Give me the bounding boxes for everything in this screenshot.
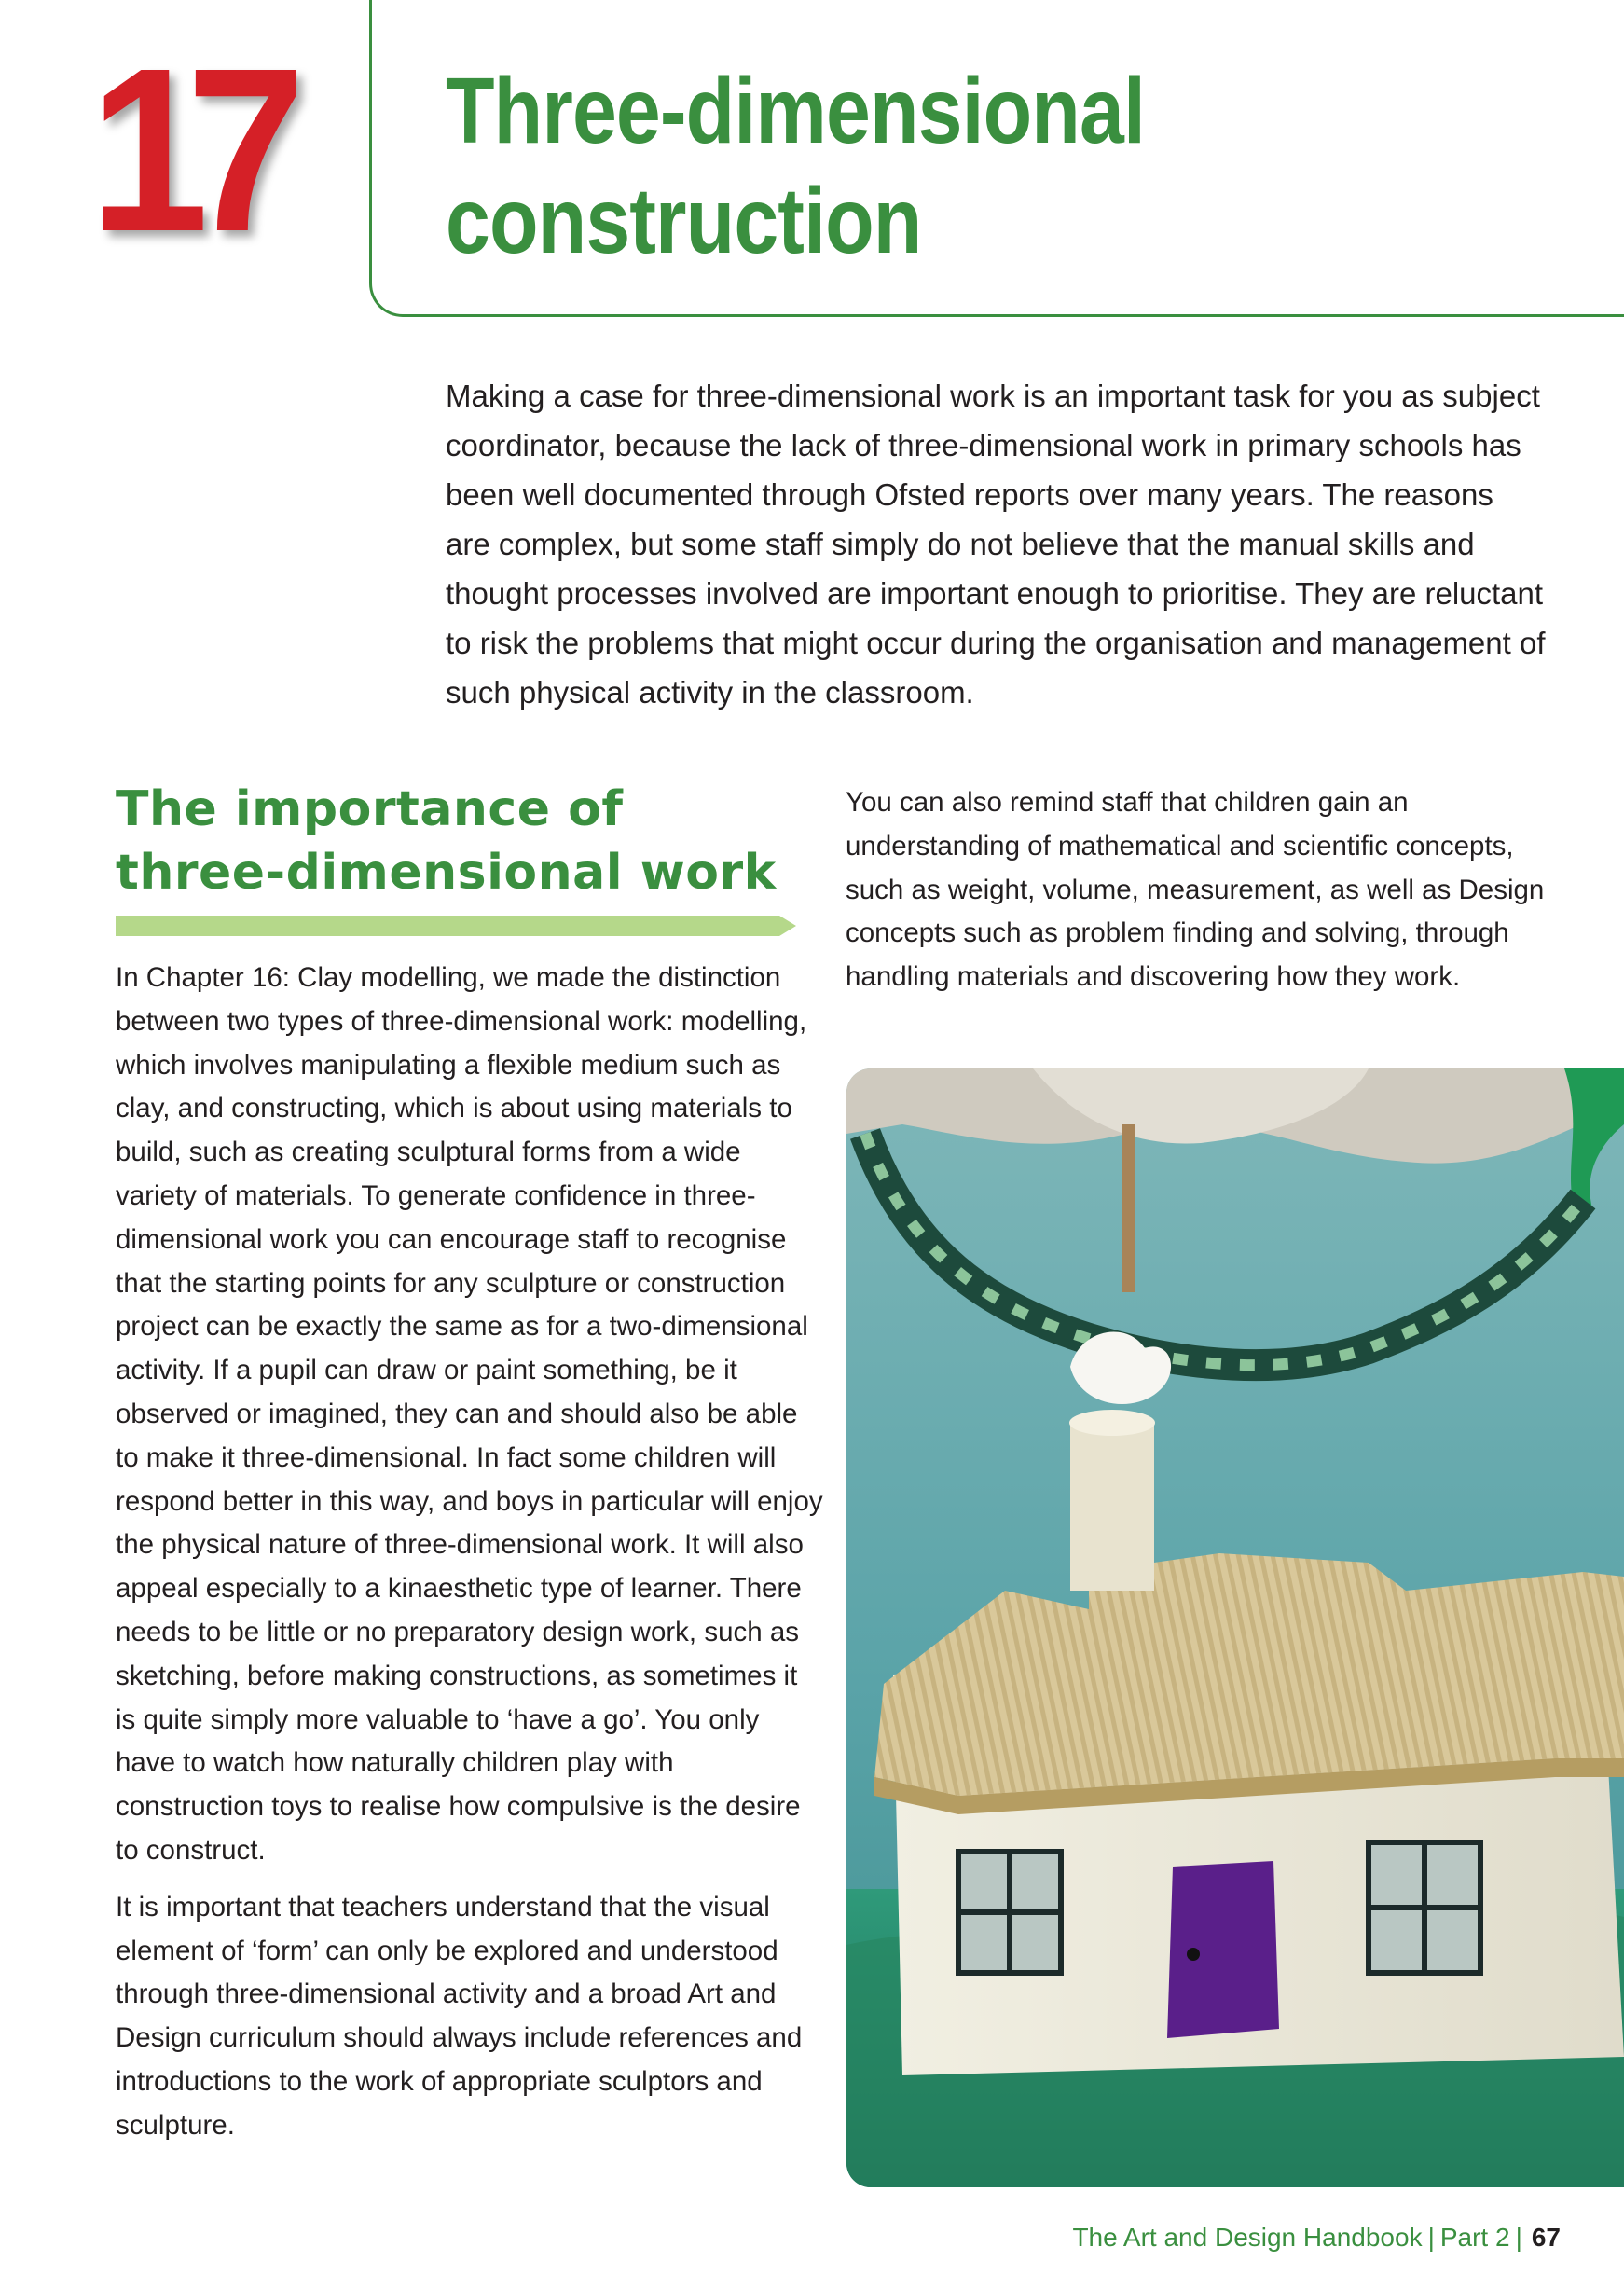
page-footer — [1072, 2221, 1561, 2254]
model-house-illustration — [846, 1068, 1624, 2187]
footer-part: Part 2 — [1439, 2223, 1510, 2252]
footer-separator: | — [1427, 2223, 1435, 2252]
left-column — [116, 957, 824, 2161]
section-heading-line2: three-dimensional work — [116, 845, 777, 901]
chapter-title — [446, 56, 1408, 276]
heading-underline-bar — [116, 916, 796, 936]
body-paragraph-2: It is important that teachers understand that the visual element of ‘form’ can only be explored and understood through three-dimensional activity and a broad Art and Design curriculum should always include references and introductions to the work of appropriate sculptors and sculpture. — [116, 1891, 803, 2141]
section-heading — [116, 778, 843, 904]
intro-paragraph: Making a case for three-dimensional work is an important task for you as subject coordinator, because the lack of three-dimensional work in primary schools has been well documented through Ofsted reports over many years. The reasons are complex, but some staff simply do not believe that the manual skills and thought processes involved are important enough to prioritise. They are reluctant to risk the problems that might occur during the organisation and management of such physical activity in the classroom. — [446, 379, 1546, 710]
chapter-title-line1: Three-dimensional — [446, 59, 1145, 163]
chapter-number: 17 — [89, 20, 283, 280]
section-heading-line1: The importance of — [116, 781, 624, 837]
page-number: 67 — [1531, 2223, 1561, 2252]
chapter-title-line2: construction — [446, 169, 922, 273]
right-column-paragraph: You can also remind staff that children gain an understanding of mathematical and scientific concepts, such as weight, volume, measurement, as well as Design concepts such as problem finding and solving, through handling materials and discovering how they work. — [846, 787, 1545, 993]
footer-separator-2: | — [1515, 2223, 1522, 2252]
footer-book-title: The Art and Design Handbook — [1072, 2223, 1423, 2252]
model-house-photo — [846, 1068, 1624, 2187]
body-paragraph-1: In Chapter 16: Clay modelling, we made the distinction between two types of three-dimensional work: modelling, which involves manipulating a flexible medium such as clay, and constructing, which is about using materials to build, such as creating sculptural forms from a wide variety of materials. To generate confidence in three-dimensional work you can encourage staff to recognise that the starting points for any sculpture or construction project can be exactly the same as for a two-dimensional activity. If a pupil can draw or paint something, be it observed or imagined, they can and should also be able to make it three-dimensional. In fact some children will respond better in this way, and boys in particular will enjoy the physical nature of three-dimensional work. It will also appeal especially to a kinaesthetic type of learner. There needs to be little or no preparatory design work, such as sketching, before making constructions, as sometimes it is quite simply more valuable to ‘have a go’. You only have to watch how naturally children play with construction toys to realise how compulsive is the desire to construct. — [116, 962, 823, 1866]
